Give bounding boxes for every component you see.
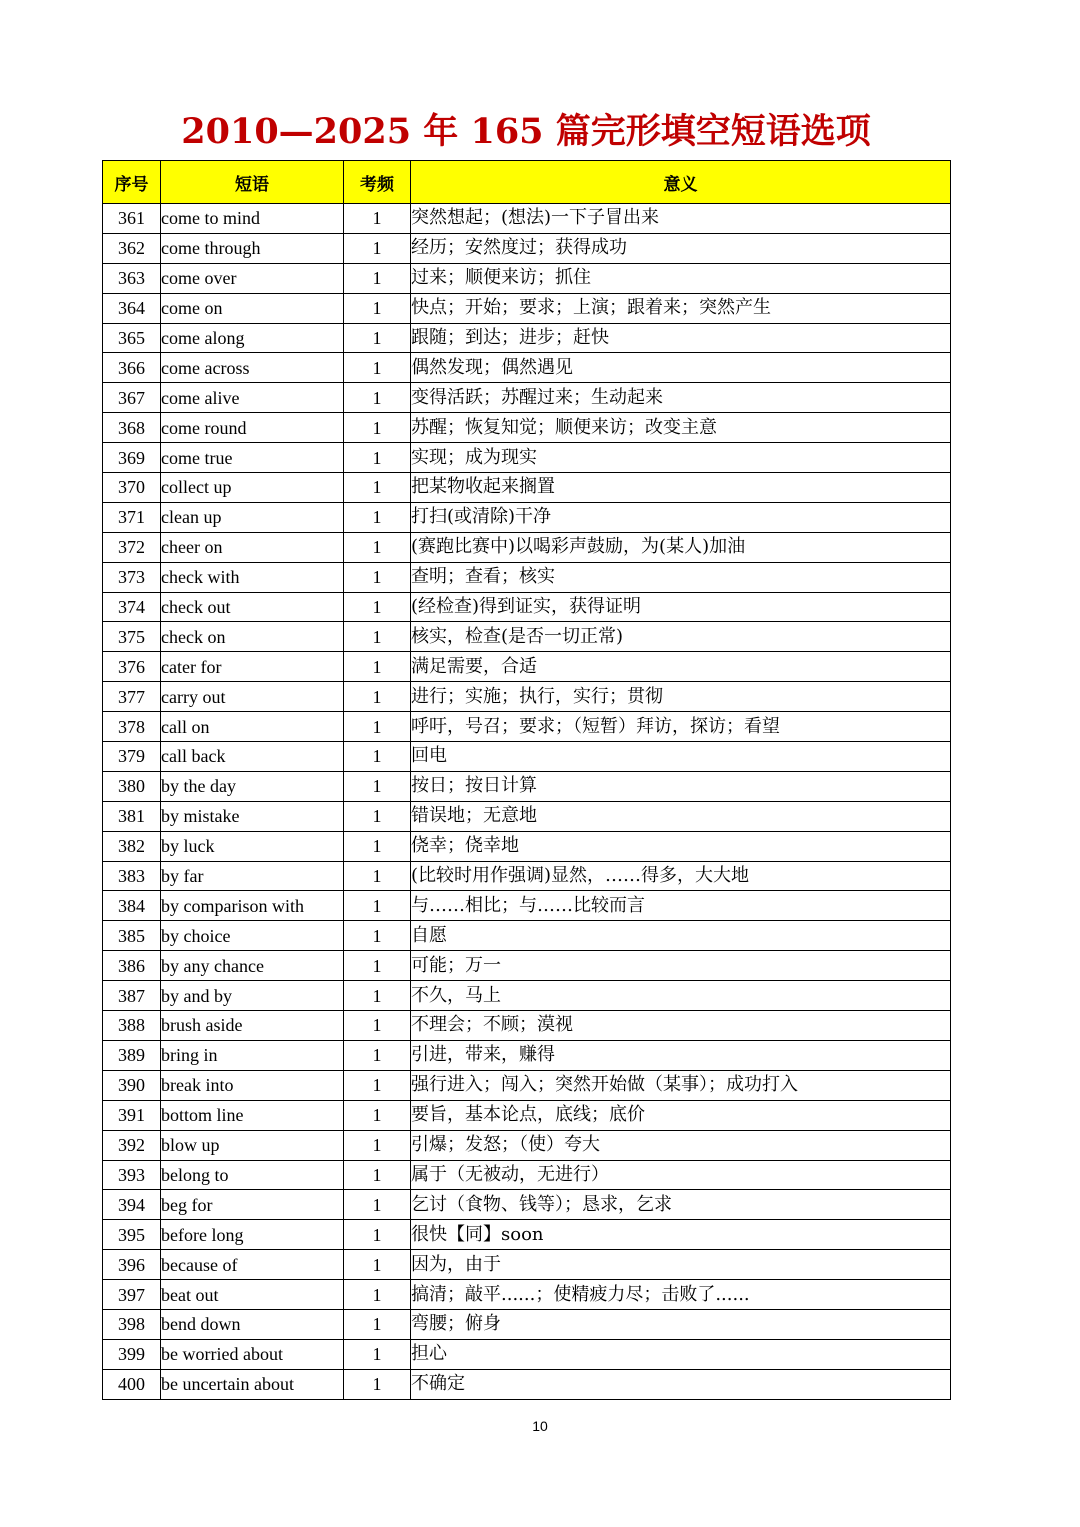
- table-row: [103, 263, 951, 293]
- cell-no: 394: [103, 1190, 161, 1220]
- table-row: [103, 1070, 951, 1100]
- table-row: [103, 1369, 951, 1399]
- table-body: [103, 204, 951, 1400]
- cell-phrase: come alive: [161, 383, 344, 413]
- cell-phrase: by and by: [161, 981, 344, 1011]
- cell-freq: 1: [344, 1280, 411, 1310]
- cell-phrase: bottom line: [161, 1100, 344, 1130]
- cell-phrase: be worried about: [161, 1339, 344, 1369]
- cell-phrase: beg for: [161, 1190, 344, 1220]
- table-row: [103, 1250, 951, 1280]
- cell-phrase: before long: [161, 1220, 344, 1250]
- table-row: [103, 771, 951, 801]
- cell-freq: 1: [344, 204, 411, 234]
- cell-freq: 1: [344, 353, 411, 383]
- cell-freq: 1: [344, 1339, 411, 1369]
- table-row: [103, 502, 951, 532]
- cell-meaning: 引爆；发怒；（使）夸大: [411, 1130, 951, 1160]
- cell-meaning: 按日；按日计算: [411, 771, 951, 801]
- cell-freq: 1: [344, 1160, 411, 1190]
- cell-meaning: 经历；安然度过；获得成功: [411, 233, 951, 263]
- cell-meaning: 要旨，基本论点，底线；底价: [411, 1100, 951, 1130]
- cell-freq: 1: [344, 1011, 411, 1041]
- cell-meaning: 不久，马上: [411, 981, 951, 1011]
- table-row: [103, 1160, 951, 1190]
- table-row: [103, 831, 951, 861]
- cell-meaning: 不理会；不顾；漠视: [411, 1011, 951, 1041]
- cell-meaning: 很快【同】soon: [411, 1220, 951, 1250]
- cell-phrase: carry out: [161, 682, 344, 712]
- cell-no: 361: [103, 204, 161, 234]
- cell-freq: 1: [344, 1100, 411, 1130]
- cell-no: 395: [103, 1220, 161, 1250]
- cell-phrase: clean up: [161, 502, 344, 532]
- cell-meaning: 满足需要，合适: [411, 652, 951, 682]
- cell-meaning: 突然想起；(想法)一下子冒出来: [411, 204, 951, 234]
- cell-no: 387: [103, 981, 161, 1011]
- cell-freq: 1: [344, 383, 411, 413]
- table-row: [103, 1040, 951, 1070]
- cell-meaning: 引进，带来，赚得: [411, 1040, 951, 1070]
- cell-phrase: call on: [161, 712, 344, 742]
- cell-meaning: 变得活跃；苏醒过来；生动起来: [411, 383, 951, 413]
- cell-freq: 1: [344, 891, 411, 921]
- cell-meaning: 属于（无被动，无进行）: [411, 1160, 951, 1190]
- cell-freq: 1: [344, 1369, 411, 1399]
- cell-phrase: by comparison with: [161, 891, 344, 921]
- table-row: [103, 592, 951, 622]
- cell-meaning: 回电: [411, 742, 951, 772]
- table-row: [103, 1309, 951, 1339]
- cell-phrase: come on: [161, 293, 344, 323]
- header-freq: 考频: [344, 161, 411, 204]
- cell-no: 398: [103, 1309, 161, 1339]
- cell-no: 367: [103, 383, 161, 413]
- cell-meaning: 搞清；敲平......；使精疲力尽；击败了......: [411, 1280, 951, 1310]
- cell-no: 384: [103, 891, 161, 921]
- cell-freq: 1: [344, 502, 411, 532]
- cell-no: 377: [103, 682, 161, 712]
- cell-freq: 1: [344, 1250, 411, 1280]
- table-row: [103, 652, 951, 682]
- table-row: [103, 383, 951, 413]
- cell-meaning: (赛跑比赛中)以喝彩声鼓励，为(某人)加油: [411, 532, 951, 562]
- table-row: [103, 1220, 951, 1250]
- cell-phrase: belong to: [161, 1160, 344, 1190]
- cell-no: 362: [103, 233, 161, 263]
- cell-freq: 1: [344, 592, 411, 622]
- table-row: [103, 622, 951, 652]
- table-row: [103, 981, 951, 1011]
- cell-phrase: come along: [161, 323, 344, 353]
- cell-freq: 1: [344, 473, 411, 503]
- cell-no: 364: [103, 293, 161, 323]
- cell-freq: 1: [344, 981, 411, 1011]
- cell-no: 374: [103, 592, 161, 622]
- page-title: 2010—2025 年 165 篇完形填空短语选项: [181, 111, 871, 152]
- cell-no: 381: [103, 801, 161, 831]
- cell-meaning: 把某物收起来搁置: [411, 473, 951, 503]
- cell-meaning: 跟随；到达；进步；赶快: [411, 323, 951, 353]
- cell-no: 369: [103, 443, 161, 473]
- table-row: [103, 204, 951, 234]
- table-row: [103, 951, 951, 981]
- cell-meaning: 打扫(或清除)干净: [411, 502, 951, 532]
- page-number: 10: [532, 1418, 548, 1434]
- cell-meaning: 强行进入；闯入；突然开始做（某事）；成功打入: [411, 1070, 951, 1100]
- cell-no: 376: [103, 652, 161, 682]
- cell-phrase: by far: [161, 861, 344, 891]
- cell-phrase: break into: [161, 1070, 344, 1100]
- cell-freq: 1: [344, 323, 411, 353]
- cell-phrase: come round: [161, 413, 344, 443]
- cell-meaning: 查明；查看；核实: [411, 562, 951, 592]
- table-row: [103, 1190, 951, 1220]
- table-row: [103, 1011, 951, 1041]
- cell-phrase: by the day: [161, 771, 344, 801]
- cell-meaning: 快点；开始；要求；上演；跟着来；突然产生: [411, 293, 951, 323]
- cell-phrase: by choice: [161, 921, 344, 951]
- cell-freq: 1: [344, 742, 411, 772]
- cell-meaning: 实现；成为现实: [411, 443, 951, 473]
- cell-no: 396: [103, 1250, 161, 1280]
- table-row: [103, 532, 951, 562]
- cell-freq: 1: [344, 652, 411, 682]
- cell-meaning: 自愿: [411, 921, 951, 951]
- cell-freq: 1: [344, 831, 411, 861]
- cell-meaning: 因为，由于: [411, 1250, 951, 1280]
- table-row: [103, 562, 951, 592]
- cell-no: 365: [103, 323, 161, 353]
- phrase-table: [102, 160, 951, 1400]
- cell-phrase: check out: [161, 592, 344, 622]
- cell-phrase: bend down: [161, 1309, 344, 1339]
- cell-phrase: check with: [161, 562, 344, 592]
- cell-freq: 1: [344, 712, 411, 742]
- cell-meaning: 核实，检查(是否一切正常): [411, 622, 951, 652]
- table-row: [103, 413, 951, 443]
- cell-no: 388: [103, 1011, 161, 1041]
- cell-freq: 1: [344, 1190, 411, 1220]
- cell-phrase: blow up: [161, 1130, 344, 1160]
- cell-no: 392: [103, 1130, 161, 1160]
- table-row: [103, 353, 951, 383]
- table-row: [103, 801, 951, 831]
- table-row: [103, 1130, 951, 1160]
- cell-no: 385: [103, 921, 161, 951]
- table-row: [103, 742, 951, 772]
- cell-no: 378: [103, 712, 161, 742]
- cell-freq: 1: [344, 1220, 411, 1250]
- cell-freq: 1: [344, 532, 411, 562]
- cell-phrase: cheer on: [161, 532, 344, 562]
- header-phrase: 短语: [161, 161, 344, 204]
- cell-freq: 1: [344, 1040, 411, 1070]
- cell-phrase: check on: [161, 622, 344, 652]
- cell-freq: 1: [344, 682, 411, 712]
- table-row: [103, 443, 951, 473]
- header-no: 序号: [103, 161, 161, 204]
- cell-freq: 1: [344, 1070, 411, 1100]
- cell-meaning: 担心: [411, 1339, 951, 1369]
- cell-no: 366: [103, 353, 161, 383]
- cell-no: 399: [103, 1339, 161, 1369]
- cell-meaning: 过来；顺便来访；抓住: [411, 263, 951, 293]
- cell-no: 375: [103, 622, 161, 652]
- cell-meaning: (比较时用作强调)显然，……得多，大大地: [411, 861, 951, 891]
- table-row: [103, 1280, 951, 1310]
- cell-meaning: 可能；万一: [411, 951, 951, 981]
- cell-no: 389: [103, 1040, 161, 1070]
- cell-freq: 1: [344, 562, 411, 592]
- cell-no: 383: [103, 861, 161, 891]
- cell-meaning: 弯腰；俯身: [411, 1309, 951, 1339]
- cell-phrase: by any chance: [161, 951, 344, 981]
- cell-meaning: 进行；实施；执行，实行；贯彻: [411, 682, 951, 712]
- cell-freq: 1: [344, 921, 411, 951]
- table-row: [103, 682, 951, 712]
- cell-freq: 1: [344, 1130, 411, 1160]
- cell-freq: 1: [344, 293, 411, 323]
- cell-no: 379: [103, 742, 161, 772]
- cell-no: 397: [103, 1280, 161, 1310]
- cell-phrase: come over: [161, 263, 344, 293]
- cell-no: 363: [103, 263, 161, 293]
- table-row: [103, 861, 951, 891]
- cell-meaning: 苏醒；恢复知觉；顺便来访；改变主意: [411, 413, 951, 443]
- cell-freq: 1: [344, 413, 411, 443]
- table-header-row: [103, 161, 951, 204]
- cell-meaning: 侥幸；侥幸地: [411, 831, 951, 861]
- cell-freq: 1: [344, 801, 411, 831]
- table-row: [103, 921, 951, 951]
- cell-freq: 1: [344, 233, 411, 263]
- table-row: [103, 1339, 951, 1369]
- cell-no: 372: [103, 532, 161, 562]
- cell-phrase: bring in: [161, 1040, 344, 1070]
- table-row: [103, 891, 951, 921]
- cell-phrase: cater for: [161, 652, 344, 682]
- cell-freq: 1: [344, 1309, 411, 1339]
- cell-phrase: by luck: [161, 831, 344, 861]
- table-row: [103, 473, 951, 503]
- cell-no: 380: [103, 771, 161, 801]
- table-row: [103, 1100, 951, 1130]
- cell-phrase: because of: [161, 1250, 344, 1280]
- cell-phrase: by mistake: [161, 801, 344, 831]
- cell-meaning: 呼吁，号召；要求；（短暂）拜访，探访；看望: [411, 712, 951, 742]
- cell-no: 371: [103, 502, 161, 532]
- cell-phrase: brush aside: [161, 1011, 344, 1041]
- cell-phrase: come across: [161, 353, 344, 383]
- cell-no: 391: [103, 1100, 161, 1130]
- header-meaning: 意义: [411, 161, 951, 204]
- cell-no: 373: [103, 562, 161, 592]
- cell-no: 390: [103, 1070, 161, 1100]
- table-row: [103, 233, 951, 263]
- cell-phrase: come through: [161, 233, 344, 263]
- cell-freq: 1: [344, 861, 411, 891]
- cell-meaning: 错误地；无意地: [411, 801, 951, 831]
- cell-phrase: come true: [161, 443, 344, 473]
- cell-phrase: come to mind: [161, 204, 344, 234]
- cell-no: 393: [103, 1160, 161, 1190]
- cell-freq: 1: [344, 771, 411, 801]
- table-row: [103, 712, 951, 742]
- cell-no: 400: [103, 1369, 161, 1399]
- cell-phrase: call back: [161, 742, 344, 772]
- cell-meaning: 与……相比；与……比较而言: [411, 891, 951, 921]
- cell-phrase: beat out: [161, 1280, 344, 1310]
- cell-no: 370: [103, 473, 161, 503]
- cell-no: 386: [103, 951, 161, 981]
- cell-no: 382: [103, 831, 161, 861]
- cell-no: 368: [103, 413, 161, 443]
- table-row: [103, 323, 951, 353]
- cell-meaning: 偶然发现；偶然遇见: [411, 353, 951, 383]
- cell-meaning: (经检查)得到证实，获得证明: [411, 592, 951, 622]
- cell-phrase: collect up: [161, 473, 344, 503]
- cell-phrase: be uncertain about: [161, 1369, 344, 1399]
- cell-freq: 1: [344, 622, 411, 652]
- cell-meaning: 不确定: [411, 1369, 951, 1399]
- cell-freq: 1: [344, 263, 411, 293]
- cell-freq: 1: [344, 951, 411, 981]
- cell-meaning: 乞讨（食物、钱等）；恳求，乞求: [411, 1190, 951, 1220]
- cell-freq: 1: [344, 443, 411, 473]
- table-row: [103, 293, 951, 323]
